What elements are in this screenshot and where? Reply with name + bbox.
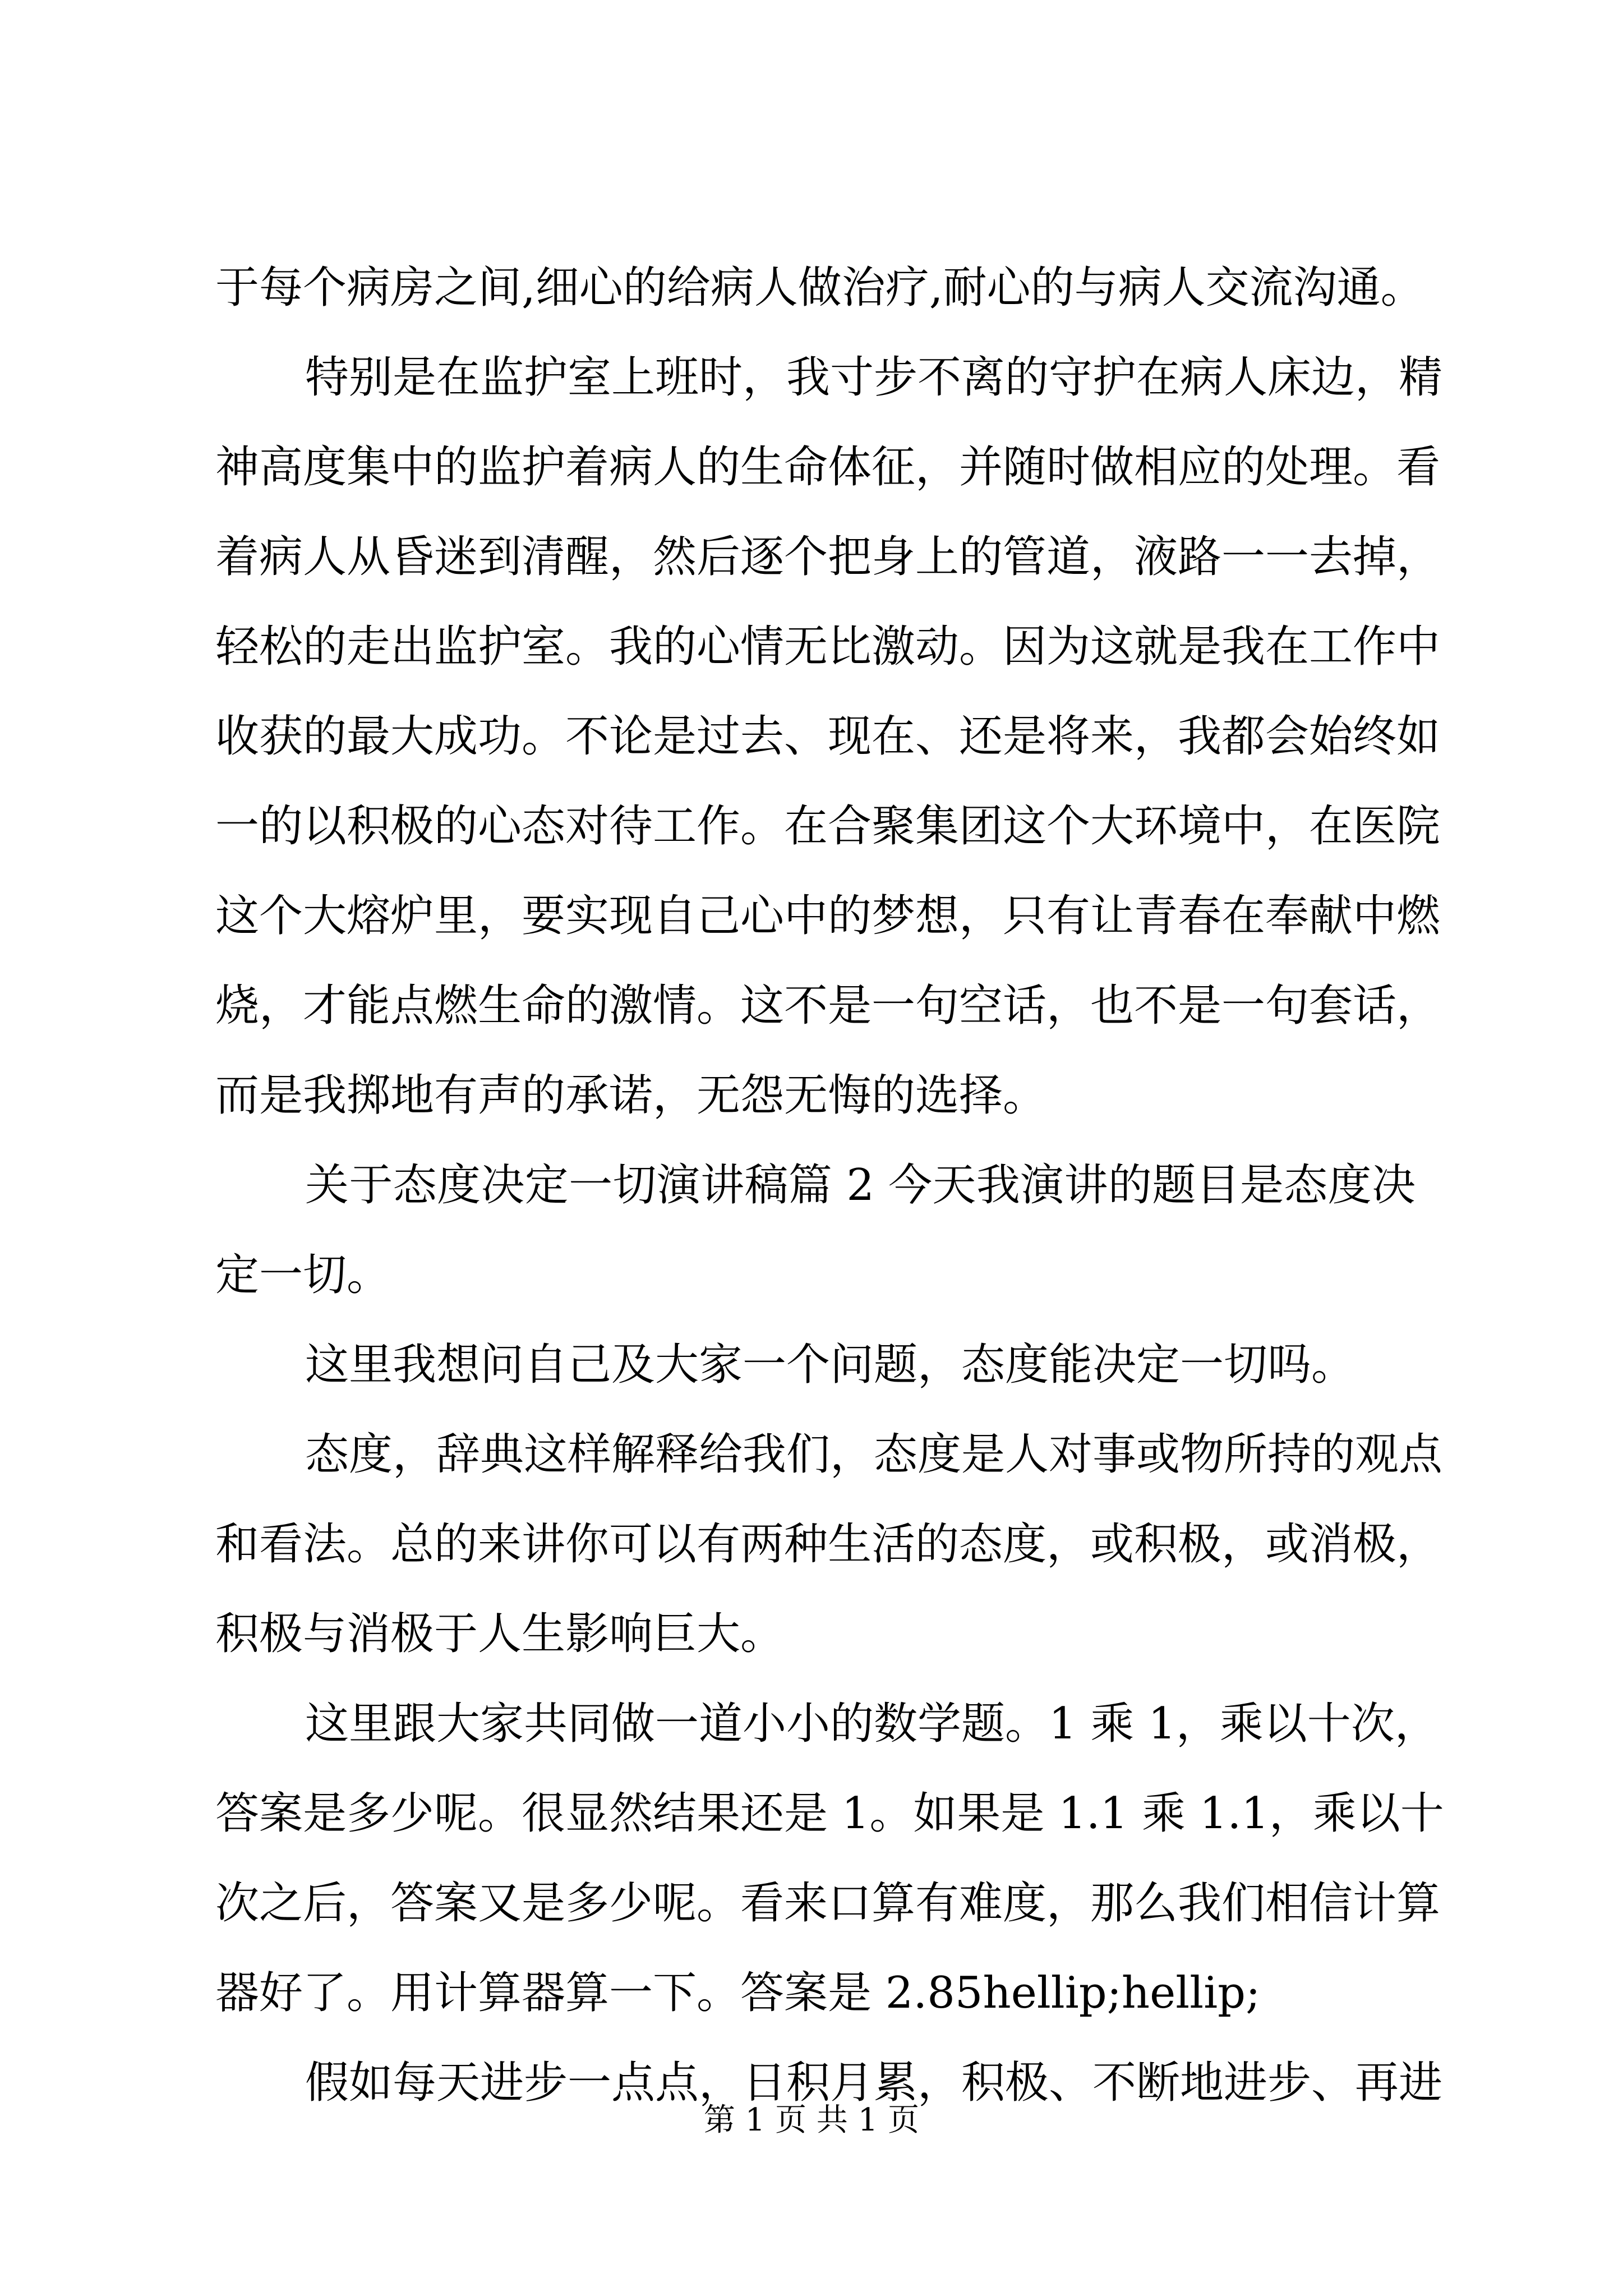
document-body (215, 243, 1444, 2128)
text-line: 态度，辞典这样解释给我们，态度是人对事或物所持的观点 (305, 1429, 1443, 1480)
text-line: 这个大熔炉里，要实现自己心中的梦想，只有让青春在奉献中燃 (215, 891, 1441, 941)
text-line: 收获的最大成功。不论是过去、现在、还是将来，我都会始终如 (215, 711, 1441, 762)
text-line: 神高度集中的监护着病人的生命体征，并随时做相应的处理。看 (215, 442, 1441, 493)
text-line: 器好了。用计算器算一下。答案是 2.85hellip;hellip; (215, 1968, 1261, 2018)
text-line: 一的以积极的心态对待工作。在合聚集团这个大环境中，在医院 (215, 801, 1441, 852)
text-line: 特别是在监护室上班时，我寸步不离的守护在病人床边，精 (305, 352, 1443, 403)
text-line: 于每个病房之间,细心的给病人做治疗,耐心的与病人交流沟通。 (215, 263, 1424, 313)
text-line: 次之后，答案又是多少呢。看来口算有难度，那么我们相信计算 (215, 1878, 1441, 1929)
text-line: 答案是多少呢。很显然结果还是 1。如果是 1.1 乘 1.1，乘以十 (215, 1788, 1444, 1839)
text-line: 烧，才能点燃生命的激情。这不是一句空话，也不是一句套话， (215, 981, 1441, 1031)
text-line: 关于态度决定一切演讲稿篇 2 今天我演讲的题目是态度决 (305, 1160, 1415, 1211)
text-line: 轻松的走出监护室。我的心情无比激动。因为这就是我在工作中 (215, 622, 1441, 672)
text-line: 而是我掷地有声的承诺，无怨无悔的选择。 (215, 1070, 1047, 1121)
text-line: 和看法。总的来讲你可以有两种生活的态度，或积极，或消极， (215, 1519, 1441, 1570)
page-footer: 第 1 页 共 1 页 (703, 2102, 920, 2138)
text-line: 这里我想问自己及大家一个问题，态度能决定一切吗。 (305, 1340, 1355, 1390)
text-line: 着病人从昏迷到清醒，然后逐个把身上的管道，液路一一去掉， (215, 532, 1441, 582)
text-line: 这里跟大家共同做一道小小的数学题。1 乘 1，乘以十次， (305, 1699, 1438, 1749)
text-line: 积极与消极于人生影响巨大。 (215, 1609, 785, 1659)
paragraph-lines (215, 243, 1444, 2128)
text-line: 假如每天进步一点点，日积月累，积极、不断地进步、再进 (305, 2058, 1443, 2108)
text-line: 定一切。 (215, 1250, 391, 1300)
